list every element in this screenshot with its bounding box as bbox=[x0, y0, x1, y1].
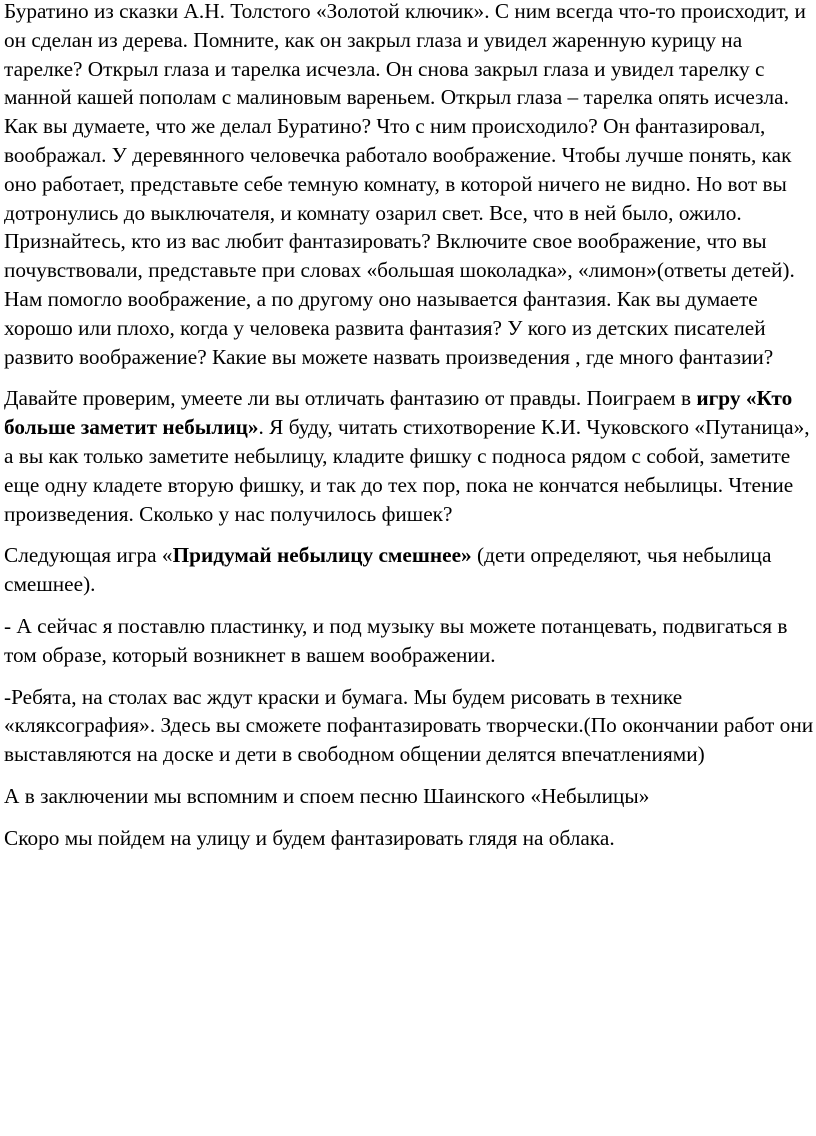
paragraph-klyaksografiya: -Ребята, на столах вас ждут краски и бумага. Мы будем рисовать в технике «кляксография». Здесь вы сможете пофантазировать творчески.(По окончании работ они выставляются на доске и дети в свободном общении делятся впечатлениями) bbox=[4, 684, 814, 767]
game-title-pridumai: Придумай небылицу смешнее» bbox=[172, 543, 472, 568]
paragraph-next-game-note: (дети определяют, чья небылица смешнее). bbox=[4, 543, 772, 597]
paragraph-clouds: Скоро мы пойдем на улицу и будем фантазировать глядя на облака. bbox=[4, 825, 615, 850]
paragraph-buratino: Буратино из сказки А.Н. Толстого «Золотой ключик». С ним всегда что-то происходит, и он сделан из дерева. Помните, как он закрыл глаза и увидел жаренную курицу на тарелке? Открыл глаза и тарелка исчезла. Он снова закрыл глаза и увидел тарелку с манной кашей пополам с малиновым вареньем. Открыл глаза – тарелка опять исчезла. Как вы думаете, что же делал Буратино? Что с ним происходило? Он фантазировал, воображал. У деревянного человечка работало воображение. Чтобы лучше понять, как оно работает, представьте себе темную комнату, в которой ничего не видно. Но вот вы дотронулись до выключателя, и комнату озарил свет. Все, что в ней было, ожило. Признайтесь, кто из вас любит фантазировать? Включите свое воображение, что вы почувствовали, представьте при словах «большая шоколадка», «лимон»(ответы детей). Нам помогло воображение, а по другому оно называется фантазия. Как вы думаете хорошо или плохо, когда у человека развита фантазия? У кого из детских писателей развито воображение? Какие вы можете назвать произведения , где много фантазии? bbox=[4, 0, 806, 369]
paragraph-next-game bbox=[4, 541, 814, 599]
paragraph-music: - А сейчас я поставлю пластинку, и под музыку вы можете потанцевать, подвигаться в том образе, который возникнет в вашем воображении. bbox=[4, 613, 788, 667]
paragraph-next-game-intro: Следующая игра « bbox=[4, 543, 173, 568]
document-page bbox=[4, 0, 814, 866]
paragraph-game-intro: Давайте проверим, умеете ли вы отличать фантазию от правды. Поиграем в bbox=[4, 386, 697, 411]
paragraph-game-rules: . Я буду, читать стихотворение К.И. Чуковского «Путаница», а вы как только заметите небылицу, кладите фишку с подноса рядом с собой, заметите еще одну кладете вторую фишку, и так до тех пор, пока не кончатся небылицы. Чтение произведения. Сколько у нас получилось фишек? bbox=[4, 415, 810, 526]
paragraph-song: А в заключении мы вспомним и споем песню Шаинского «Небылицы» bbox=[4, 783, 650, 808]
paragraph-game-nebylitsy bbox=[4, 384, 814, 528]
game-title-kto-bolshe: игру «Кто больше заметит небылиц» bbox=[4, 386, 793, 440]
